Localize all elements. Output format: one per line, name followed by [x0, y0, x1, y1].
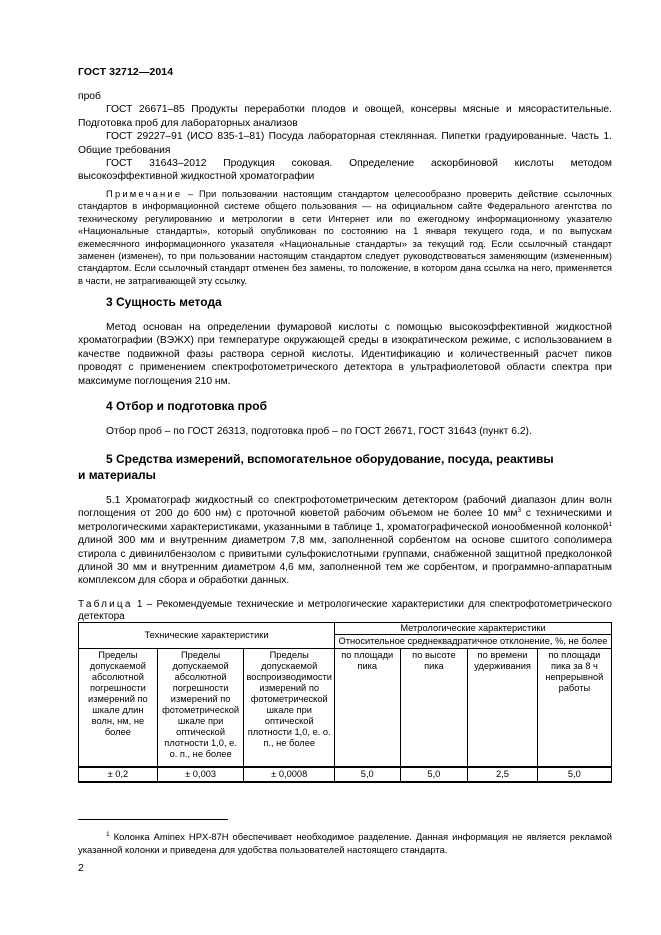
section-4-body: [78, 425, 612, 438]
footnote: [78, 830, 612, 856]
section-4-paragraph: Отбор проб – по ГОСТ 26313, подготовка проб – по ГОСТ 26671, ГОСТ 31643 (пункт 6.2).: [106, 426, 532, 437]
table-header-row-1: [79, 623, 612, 635]
footnote-number: 1: [106, 831, 110, 838]
section-5-title-line1: 5 Средства измерений, вспомогательное оборудование, посуда, реактивы: [106, 452, 554, 466]
col-retention-time: по времени удерживания: [468, 649, 537, 767]
value-peak-height: 5,0: [400, 767, 468, 782]
cubic-superscript: 3: [517, 507, 522, 515]
section-3-title: 3 Сущность метода: [106, 295, 222, 309]
col-photometric-error: Пределы допускаемой абсолютной погрешности измерений по фотометрической шкале при оптической плотности 1,0, е. о. п., не более: [157, 649, 244, 767]
note-block: [78, 188, 612, 287]
section-5-1-paragraph: [78, 494, 612, 588]
col-photometric-reproducibility: Пределы допускаемой воспроизводимости измерений по фотометрической шкале при оптической плотности 1,0, е. о. п., не более: [244, 649, 335, 767]
section-5-1-text-b: с техническими и метрологическими характеристиками, указанными в таблице 1, хроматографической ионообменной колонкой: [78, 508, 612, 533]
section-5-title-line2: и материалы: [78, 468, 156, 482]
note-label: Примечание: [106, 188, 183, 199]
reference-continuation: проб: [78, 91, 101, 102]
note-text: – При пользовании настоящим стандартом целесообразно проверить действие ссылочных стандартов в информационной системе общего пользования — на официальном сайте Федерального агентства по техническому регулированию и метрологии в сети Интернет или по ежегодному информационному указателю «Национальные стандарты», который опубликован по состоянию на 1 января текущего года, и по выпускам ежемесячного информационного указателя «Национальные стандарты» за текущий год. Если ссылочный стандарт заменен (изменен), то при пользовании настоящим стандартом следует руководствоваться заменяющим (измененным) стандартом. Если ссылочный стандарт отменен без замены, то положение, в котором дана ссылка на него, применяется в части, не затрагивающей эту ссылку.: [78, 188, 612, 286]
footnote-ref[interactable]: 1: [608, 520, 612, 528]
section-5-1-text-a: 5.1 Хроматограф жидкостный со спектрофотометрическим детектором (рабочий диапазон длин волн поглощения от 200 до 600 нм) с проточной кюветой рабочим объемом не более 10 мм: [78, 495, 612, 520]
section-3-body: [78, 321, 612, 388]
section-5-title: [78, 451, 616, 483]
col-peak-area-8h: по площади пика за 8 ч непрерывной работы: [537, 649, 611, 767]
table-row: [79, 767, 612, 782]
reference-gost-31643: ГОСТ 31643–2012 Продукция соковая. Определение аскорбиновой кислоты методом высокоэффективной жидкостной хроматографии: [78, 158, 612, 183]
rsd-header: Относительное среднеквадратичное отклонение, %, не более: [335, 635, 612, 649]
value-peak-area: 5,0: [335, 767, 401, 782]
table-caption-label: Таблица: [78, 599, 133, 610]
col-peak-area: по площади пика: [335, 649, 401, 767]
section-3-paragraph: Метод основан на определении фумаровой кислоты с помощью высокоэффективной жидкостной хроматографии (ВЭЖХ) при температуре окружающей среды в изократическом режиме, с использованием в качестве подвижной фазы раствора серной кислоты. Идентификацию и количественный расчет пиков проводят с применением спектрофотометрического детектора в ультрафиолетовой области спектра при максимуме поглощения 210 нм.: [78, 322, 612, 387]
document-header: ГОСТ 32712—2014: [78, 66, 174, 78]
footnote-text: Колонка Aminex HPX-87H обеспечивает необходимое разделение. Данная информация не является рекламой указанной колонки и приведена для удобства пользователей настоящего стандарта.: [78, 831, 612, 855]
footnote-divider: [78, 819, 228, 820]
value-wavelength-error: ± 0,2: [79, 767, 158, 782]
section-4-title: 4 Отбор и подготовка проб: [106, 399, 268, 413]
spec-table: [78, 622, 612, 783]
value-photometric-reproducibility: ± 0,0008: [244, 767, 335, 782]
section-5-1-text-c: длиной 300 мм и внутренним диаметром 7,8 мм, заполненной сорбентом на основе сшитого сополимера стирола с дивинилбензолом с привитыми сульфокислотными группами, снабженной защитной предколонкой длиной 30 мм и внутренним диаметром 4,6 мм, заполненной тем же сорбентом, и программно-аппаратным комплексом для сбора и обработки данных.: [78, 535, 612, 587]
table-caption: [78, 599, 612, 623]
normative-references: [78, 90, 612, 184]
page-number: 2: [78, 862, 84, 874]
value-photometric-error: ± 0,003: [157, 767, 244, 782]
reference-gost-26671: ГОСТ 26671–85 Продукты переработки плодов и овощей, консервы мясные и мясорастительные. Подготовка проб для лабораторных анализов: [78, 104, 612, 129]
col-peak-height: по высоте пика: [400, 649, 468, 767]
value-peak-area-8h: 5,0: [537, 767, 611, 782]
value-retention-time: 2,5: [468, 767, 537, 782]
col-wavelength-error: Пределы допускаемой абсолютной погрешности измерений по шкале длин волн, нм, не более: [79, 649, 158, 767]
metro-characteristics-header: Метрологические характеристики: [335, 623, 612, 635]
reference-gost-29227: ГОСТ 29227–91 (ИСО 835-1–81) Посуда лабораторная стеклянная. Пипетки градуированные. Часть 1. Общие требования: [78, 131, 612, 156]
table-header-row-3: [79, 649, 612, 767]
table-caption-text: 1 – Рекомендуемые технические и метрологические характеристики для спектрофотометрического детектора: [78, 599, 612, 622]
section-5-body: [78, 494, 612, 588]
tech-characteristics-header: Технические характеристики: [79, 623, 335, 649]
